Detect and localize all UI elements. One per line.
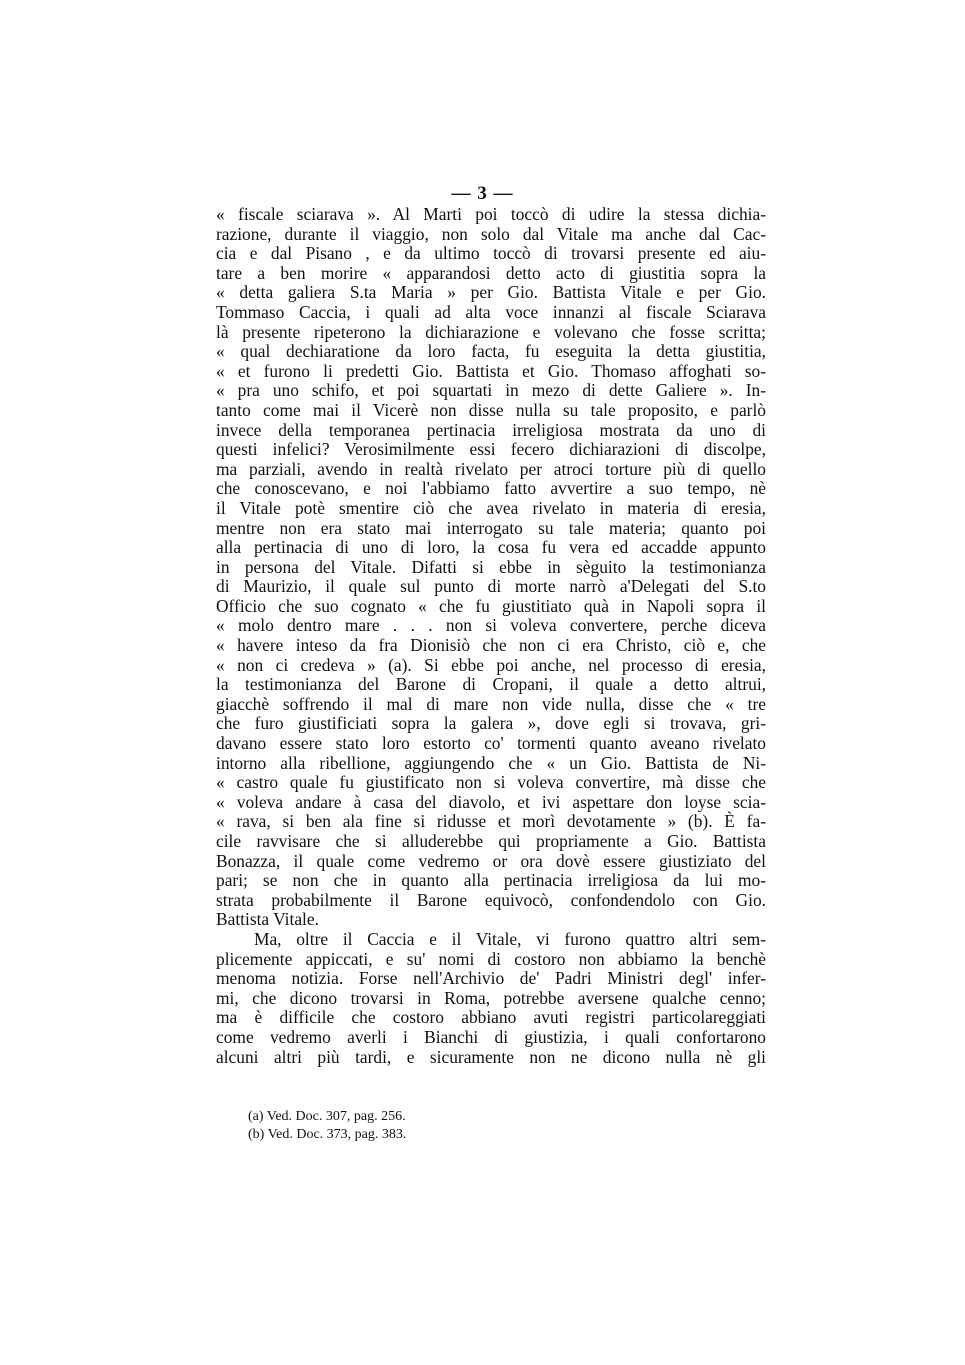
text-line: ma parziali, avendo in realtà rivelato per atroci torture più di quello bbox=[216, 458, 766, 479]
text-line: di Maurizio, il quale sul punto di morte narrò a'Delegati del S.to bbox=[216, 576, 766, 597]
text-line: Tommaso Caccia, i quali ad alta voce innanzi al fiscale Sciarava bbox=[216, 301, 766, 322]
text-line: Ma, oltre il Caccia e il Vitale, vi furono quattro altri sem- bbox=[254, 928, 766, 949]
text-line: intorno alla ribellione, aggiungendo che « un Gio. Battista de Ni- bbox=[216, 752, 766, 773]
text-line: ma è difficile che costoro abbiano avuti registri particolareggiati bbox=[216, 1007, 766, 1028]
text-line: Battista Vitale. bbox=[216, 909, 319, 930]
text-line: cia e dal Pisano , e da ultimo toccò di trovarsi presente ed aiu- bbox=[216, 243, 766, 264]
text-line: cile ravvisare che si alluderebbe qui propriamente a Gio. Battista bbox=[216, 831, 766, 851]
text-line: mentre non era stato mai interrogato su tale materia; quanto poi bbox=[216, 517, 766, 538]
text-line: « et furono li predetti Gio. Battista et Gio. Thomaso affoghati so- bbox=[216, 360, 766, 381]
text-line: « voleva andare à casa del diavolo, et ivi aspettare don loyse scia- bbox=[216, 791, 766, 812]
text-line: che furo giustificiati sopra la galera », dove egli si trovava, gri- bbox=[216, 713, 766, 734]
text-line: strata probabilmente il Barone equivocò, confondendolo con Gio. bbox=[216, 889, 766, 910]
text-line: Bonazza, il quale come vedremo or ora dovè essere giustiziato del bbox=[216, 850, 766, 871]
text-line: questi infelici? Verosimilmente essi fecero dichiarazioni di discolpe, bbox=[216, 439, 766, 460]
text-line: invece della temporanea pertinacia irreligiosa mostrata da uno di bbox=[216, 419, 766, 440]
text-line: mi, che dicono trovarsi in Roma, potrebbe aversene qualche cenno; bbox=[216, 987, 766, 1008]
text-line: « qual dechiaratione da loro facta, fu eseguita la detta giustitia, bbox=[216, 341, 766, 362]
text-line: « rava, si ben ala fine si ridusse et morì devotamente » (b). È fa- bbox=[216, 811, 766, 832]
text-line: « molo dentro mare . . . non si voleva convertere, perche diceva bbox=[216, 615, 766, 636]
text-line: « detta galiera S.ta Maria » per Gio. Battista Vitale e per Gio. bbox=[216, 282, 766, 303]
text-line: giacchè soffrendo il mal di mare non vide nulla, disse che « tre bbox=[216, 693, 766, 714]
text-line: « non ci credeva » (a). Si ebbe poi anche, nel processo di eresia, bbox=[216, 654, 766, 675]
text-line: « castro quale fu giustificato non si voleva convertire, mà disse che bbox=[216, 772, 766, 793]
text-line: il Vitale potè smentire ciò che avea rivelato in materia di eresia, bbox=[216, 497, 766, 518]
text-line: plicemente appiccati, e su' nomi di costoro non abbiamo la benchè bbox=[216, 948, 766, 969]
text-line: Officio che suo cognato « che fu giustitiato quà in Napoli sopra il bbox=[216, 595, 766, 616]
text-line: là presente ripeterono la dichiarazione e volevano che fosse scritta; bbox=[216, 321, 766, 342]
text-line: « pra uno schifo, et poi squartati in mezo di dette Galiere ». In- bbox=[216, 380, 766, 401]
text-line: in persona del Vitale. Difatti si ebbe in sèguito la testimonianza bbox=[216, 556, 766, 577]
footnote: (b) Ved. Doc. 373, pag. 383. bbox=[248, 1126, 407, 1142]
main-text bbox=[216, 205, 766, 1067]
text-line: tare a ben morire « apparandosi detto acto di giustitia sopra la bbox=[216, 262, 766, 283]
text-line: menoma notizia. Forse nell'Archivio de' Padri Ministri degl' infer- bbox=[216, 968, 766, 989]
text-line: che conoscevano, e noi l'abbiamo fatto avvertire a suo tempo, nè bbox=[216, 478, 766, 499]
text-line: pari; se non che in quanto alla pertinacia irreligiosa da lui mo- bbox=[216, 870, 766, 891]
text-line: tanto come mai il Vicerè non disse nulla su tale proposito, e parlò bbox=[216, 399, 766, 420]
text-line: « havere inteso da fra Dionisiò che non ci era Christo, ciò e, che bbox=[216, 635, 766, 656]
text-line: razione, durante il viaggio, non solo dal Vitale ma anche dal Cac- bbox=[216, 223, 766, 244]
footnote: (a) Ved. Doc. 307, pag. 256. bbox=[248, 1109, 406, 1124]
text-line: « fiscale sciarava ». Al Marti poi toccò di udire la stessa dichia- bbox=[216, 204, 766, 224]
footnotes bbox=[248, 1108, 406, 1143]
text-line: alcuni altri più tardi, e sicuramente non ne dicono nulla nè gli bbox=[216, 1046, 766, 1067]
page-number: — 3 — bbox=[451, 183, 514, 204]
text-line: alla pertinacia di uno di loro, la cosa fu vera ed accadde appunto bbox=[216, 537, 766, 558]
text-line: la testimonianza del Barone di Cropani, il quale a detto altrui, bbox=[216, 674, 766, 695]
text-line: come vedremo averli i Bianchi di giustizia, i quali confortarono bbox=[216, 1026, 766, 1047]
text-line: davano essere stato loro estorto co' tormenti quanto aveano rivelato bbox=[216, 733, 766, 754]
